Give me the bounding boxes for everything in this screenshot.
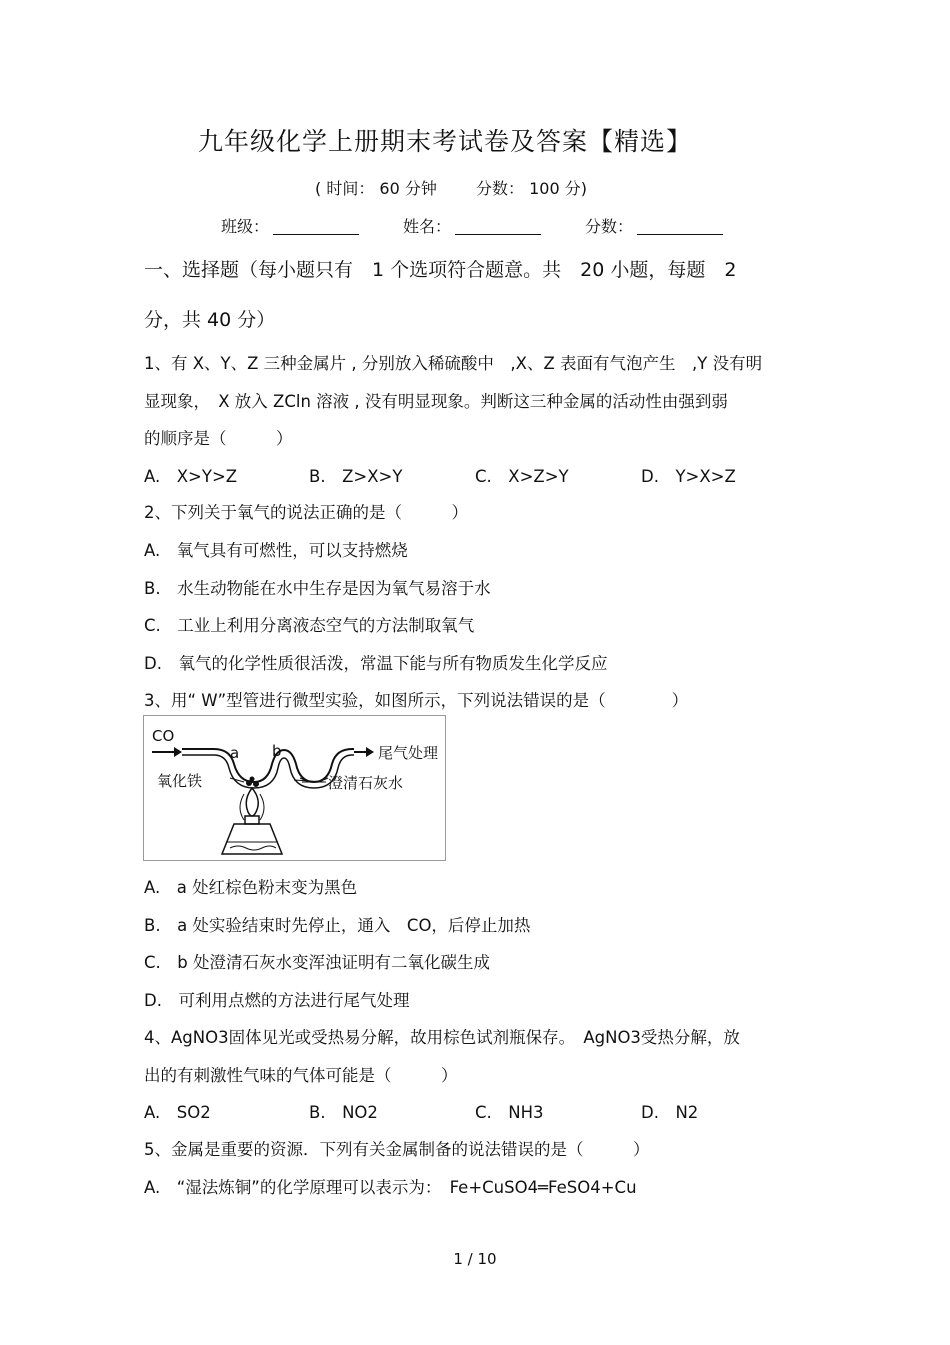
score-field xyxy=(585,214,723,237)
q5-option-a[interactable]: A. “湿法炼铜”的化学原理可以表示为： Fe+CuSO4═FeSO4+Cu xyxy=(144,1178,637,1197)
q4-option-a[interactable]: A. SO2 xyxy=(144,1103,211,1122)
q2-option-a[interactable]: A. 氧气具有可燃性，可以支持燃烧 xyxy=(144,541,408,560)
name-label: 姓名： xyxy=(403,217,452,236)
figure-label-limewater: 澄清石灰水 xyxy=(328,774,404,792)
q4-line2: 出的有刺激性气味的气体可能是（ ） xyxy=(144,1066,458,1085)
class-blank[interactable] xyxy=(273,218,359,235)
score-blank[interactable] xyxy=(637,218,723,235)
q1-line1: 1、有 X、Y、Z 三种金属片 , 分别放入稀硫酸中 ,X、Z 表面有气泡产生 ,Y 没有明 xyxy=(144,354,763,373)
q1-line2: 显现象， X 放入 ZCln 溶液 , 没有明显现象。判断这三种金属的活动性由强到弱 xyxy=(144,392,728,411)
exam-time: ( 时间： 60 分钟 xyxy=(315,179,437,198)
q1-option-a[interactable]: A. X>Y>Z xyxy=(144,467,238,486)
q3-option-a[interactable]: A. a 处红棕色粉末变为黑色 xyxy=(144,878,358,897)
page-title: 九年级化学上册期末考试卷及答案【精选】 xyxy=(197,127,692,156)
name-blank[interactable] xyxy=(455,218,541,235)
q3-line1: 3、用“ W”型管进行微型实验，如图所示，下列说法错误的是（ ） xyxy=(144,691,689,710)
page-number: 1 / 10 xyxy=(453,1250,497,1268)
q4-line1: 4、AgNO3固体见光或受热易分解，故用棕色试剂瓶保存。 AgNO3受热分解，放 xyxy=(144,1028,740,1047)
figure-label-co: CO xyxy=(152,727,175,745)
q1-option-b[interactable]: B. Z>X>Y xyxy=(309,467,403,486)
q3-option-c[interactable]: C. b 处澄清石灰水变浑浊证明有二氧化碳生成 xyxy=(144,953,490,972)
q2-line1: 2、下列关于氧气的说法正确的是（ ） xyxy=(144,503,468,522)
q4-option-b[interactable]: B. NO2 xyxy=(309,1103,378,1122)
figure-label-a: a xyxy=(230,744,240,762)
q2-option-d[interactable]: D. 氧气的化学性质很活泼，常温下能与所有物质发生化学反应 xyxy=(144,654,608,673)
section-heading-line2: 分，共 40 分） xyxy=(144,309,276,331)
q3-option-d[interactable]: D. 可利用点燃的方法进行尾气处理 xyxy=(144,991,410,1010)
figure-label-iron-oxide: 氧化铁 xyxy=(157,772,203,790)
q1-line3: 的顺序是（ ） xyxy=(144,429,293,448)
q5-line1: 5、金属是重要的资源．下列有关金属制备的说法错误的是（ ） xyxy=(144,1140,650,1159)
figure-label-b: b xyxy=(272,742,282,760)
q2-option-b[interactable]: B. 水生动物能在水中生存是因为氧气易溶于水 xyxy=(144,579,491,598)
q1-option-c[interactable]: C. X>Z>Y xyxy=(475,467,569,486)
figure-label-tail-gas: 尾气处理 xyxy=(378,744,439,762)
q4-option-d[interactable]: D. N2 xyxy=(641,1103,699,1122)
class-label: 班级： xyxy=(221,217,270,236)
q1-option-d[interactable]: D. Y>X>Z xyxy=(641,467,736,486)
q3-option-b[interactable]: B. a 处实验结束时先停止，通入 CO，后停止加热 xyxy=(144,916,531,935)
class-field xyxy=(221,214,359,237)
q2-option-c[interactable]: C. 工业上利用分离液态空气的方法制取氧气 xyxy=(144,616,475,635)
name-field xyxy=(403,214,541,237)
section-heading-line1: 一、选择题（每小题只有 1 个选项符合题意。共 20 小题，每题 2 xyxy=(144,259,737,281)
exam-total-score: 分数： 100 分) xyxy=(476,179,587,198)
score-label: 分数： xyxy=(585,217,634,236)
w-tube-experiment-figure xyxy=(143,715,446,861)
q4-option-c[interactable]: C. NH3 xyxy=(475,1103,544,1122)
